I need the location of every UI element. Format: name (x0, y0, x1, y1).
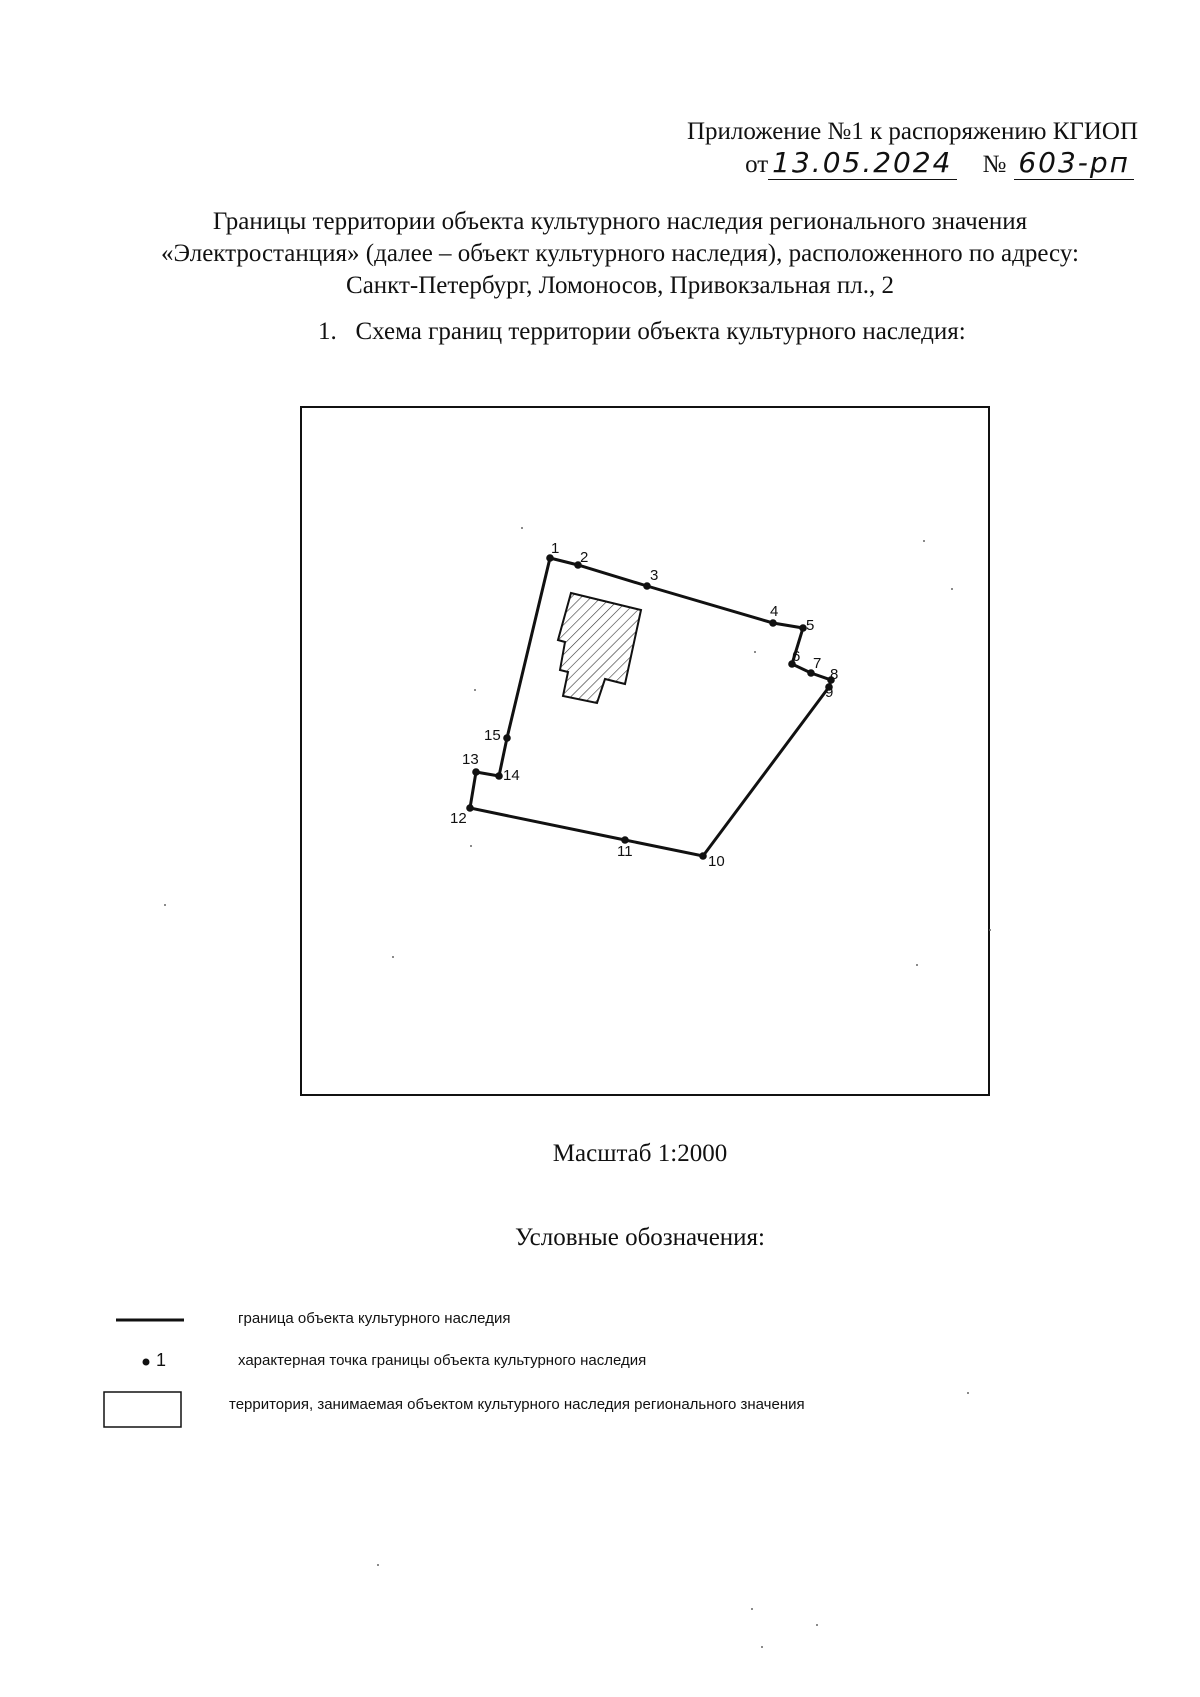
boundary-point-label-1: 1 (551, 540, 560, 557)
boundary-point-label-14: 14 (503, 767, 520, 784)
boundary-point-label-11: 11 (617, 843, 633, 860)
date-prefix: от (745, 151, 769, 178)
legend-item-point: характерная точка границы объекта культурного наследия (238, 1352, 647, 1369)
scheme-frame (301, 407, 989, 1095)
legend-heading: Условные обозначения: (514, 1224, 766, 1251)
boundary-point-label-9: 9 (825, 684, 834, 701)
boundary-point-label-3: 3 (650, 567, 659, 584)
boundary-point-label-12: 12 (450, 810, 467, 827)
boundary-point-label-5: 5 (806, 617, 815, 634)
boundary-point-10 (699, 852, 707, 860)
building-footprint (558, 593, 641, 703)
boundary-point-12 (466, 804, 474, 812)
boundary-point-13 (472, 768, 480, 776)
title-line-3: Санкт-Петербург, Ломоносов, Привокзальная пл., 2 (346, 272, 894, 299)
boundary-point-15 (503, 734, 511, 742)
boundary-point-label-7: 7 (813, 655, 822, 672)
title-line-2: «Электростанция» (далее – объект культурного наследия), расположенного по адресу: (161, 240, 1079, 267)
boundary-point-label-8: 8 (830, 666, 839, 683)
order-number: 603-рп (1014, 146, 1134, 180)
section-heading: 1. Схема границ территории объекта культурного наследия: (318, 318, 966, 345)
number-prefix: № (982, 151, 1007, 178)
title-line-1: Границы территории объекта культурного наследия регионального значения (212, 208, 1028, 235)
scale-label: Масштаб 1:2000 (552, 1140, 728, 1167)
boundary-point-label-4: 4 (770, 603, 779, 620)
appendix-reference: Приложение №1 к распоряжению КГИОП (686, 118, 1138, 145)
legend-item-point-label: 1 (156, 1350, 167, 1370)
boundary-point-label-10: 10 (708, 853, 725, 870)
legend-item-territory: территория, занимаемая объектом культурного наследия регионального значения (229, 1396, 805, 1413)
boundary-point-label-6: 6 (792, 648, 801, 665)
boundary-point-14 (495, 772, 503, 780)
boundary-point-label-15: 15 (484, 727, 501, 744)
boundary-point-label-2: 2 (580, 549, 589, 566)
legend-territory-symbol (104, 1392, 181, 1427)
legend-item-boundary: граница объекта культурного наследия (238, 1310, 511, 1327)
boundary-point-4 (769, 619, 777, 627)
order-date: 13.05.2024 (768, 146, 956, 180)
legend-point-symbol (143, 1359, 150, 1366)
boundary-point-label-13: 13 (462, 751, 479, 768)
